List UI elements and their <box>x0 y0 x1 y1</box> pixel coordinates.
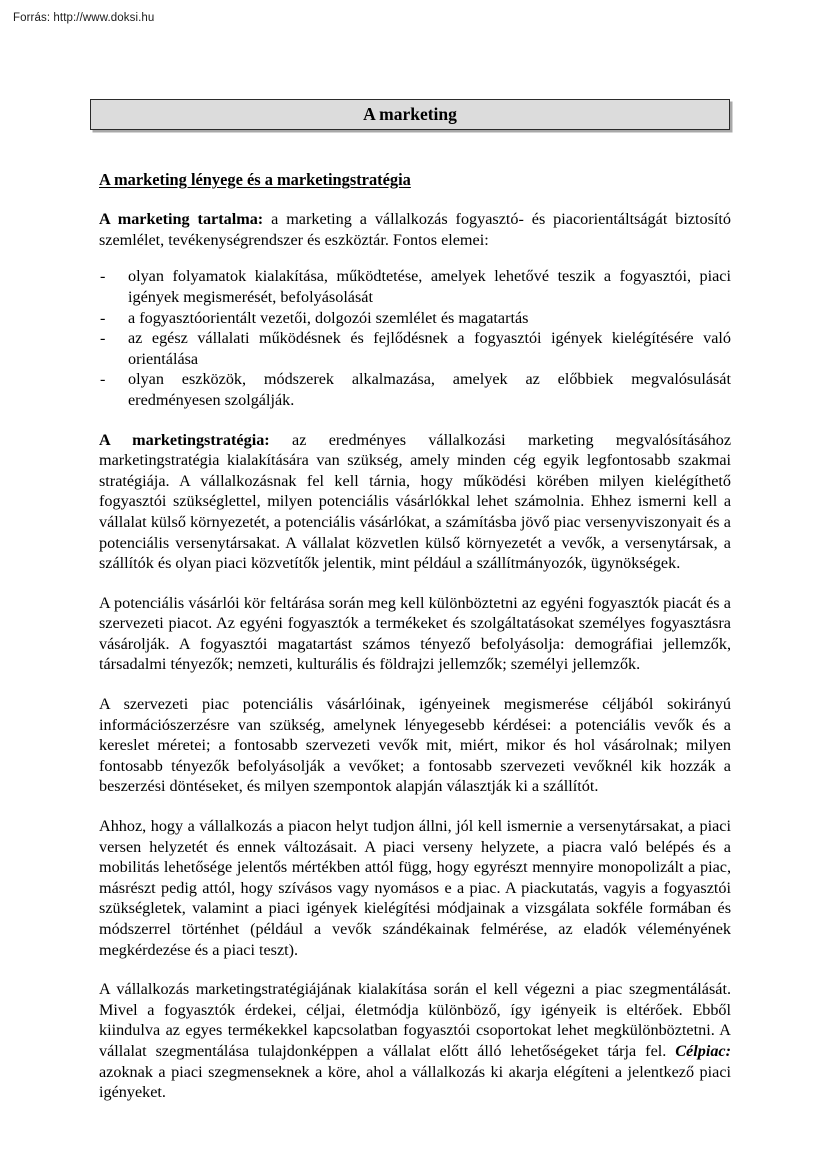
page-title: A marketing <box>363 104 457 124</box>
paragraph-lead-label: A marketingstratégia: <box>99 430 270 449</box>
title-box <box>90 99 730 130</box>
dash-bullet-icon: - <box>100 267 106 286</box>
list-item <box>99 308 731 329</box>
section-heading: A marketing lényege és a marketingstratégia <box>99 170 411 189</box>
document-content <box>99 99 731 1119</box>
marketing-elements-list <box>99 266 731 410</box>
source-url-header: Forrás: http://www.doksi.hu <box>13 12 155 24</box>
list-item-label: olyan eszközök, módszerek alkalmazása, amelyek az előbbiek megvalósulását eredményesen szolgálják. <box>128 370 731 409</box>
list-item-label: a fogyasztóorientált vezetői, dolgozói szemlélet és magatartás <box>128 308 529 327</box>
paragraph-marketing-content <box>99 209 731 250</box>
list-item-label: az egész vállalati működésnek és fejlődésnek a fogyasztói igények kielégítésére való orientálása <box>128 329 731 368</box>
list-item <box>99 266 731 307</box>
dash-bullet-icon: - <box>100 370 106 389</box>
target-market-emphasis: Célpiac: <box>675 1041 731 1060</box>
paragraph-segmentation <box>99 979 731 1103</box>
list-item-label: olyan folyamatok kialakítása, működtetése, amelyek lehetővé teszik a fogyasztói, piaci igények megismerését, befolyásolását <box>128 267 731 306</box>
paragraph-potential-buyers: A potenciális vásárlói kör feltárása során meg kell különböztetni az egyéni fogyasztók piacát és a szervezeti piacot. Az egyéni fogyasztók a termékeket és szolgáltatásokat személyes fogyasztásra vásárolják. A fogyasztói magatartást számos tényező befolyásolja: demográfiai jellemzők, társadalmi tényezők; nemzeti, kulturális és földrajzi jellemzők; személyi jellemzők. <box>99 593 731 674</box>
paragraph-organizational-market: A szervezeti piac potenciális vásárlóinak, igényeinek megismerése céljából sokirányú információszerzésre van szükség, amelynek lényegesebb kérdései: a potenciális vevők és a kereslet méretei; a fontosabb szervezeti vevők mit, miért, mikor és hol vásárolnak; milyen fontosabb tényezők befolyásolják a vevőket; a fontosabb szervezeti vevőknél kik hozzák a beszerzési döntéseket, és milyen szempontok alapján választják ki a szállítót. <box>99 695 731 796</box>
paragraph-marketing-strategy <box>99 430 731 574</box>
paragraph-body-text: a marketing a vállalkozás fogyasztó- és piacorientáltságát biztosító szemlélet, tevékenységrendszer és eszköztár. Fontos elemei: <box>99 210 732 249</box>
paragraph-competition: Ahhoz, hogy a vállalkozás a piacon helyt tudjon állni, jól kell ismernie a versenytársakat, a piaci versen helyzetét és ennek változásait. A piaci verseny helyzete, a piacra való belépés és a mobilitás lehetősége jelentős mértékben attól függ, hogy egyrészt mennyire monopolizált a piac, másrészt pedig attól, hogy szívásos vagy nyomásos e a piac. A piackutatás, vagyis a fogyasztói szükségletek, valamint a piaci igények kielégítési módjainak a vizsgálata sokféle formában és módszerrel történhet (például a vevők szándékainak felmérése, az eladók véleményének megkérdezése és a piaci teszt). <box>99 817 731 959</box>
dash-bullet-icon: - <box>100 308 106 327</box>
section-heading-wrapper <box>99 130 731 190</box>
paragraph-lead-label: A marketing tartalma: <box>99 210 264 228</box>
paragraph-tail-text: azoknak a piaci szegmenseknek a köre, ahol a vállalkozás ki akarja elégíteni a jelentkező piaci igényeket. <box>99 1062 731 1102</box>
list-item <box>99 369 731 410</box>
paragraph-body-text: A vállalkozás marketingstratégiájának kialakítása során el kell végezni a piac szegmentálását. Mivel a fogyasztók érdekei, céljai, életmódja különböző, így igényeik is eltérőek. Ebből kiindulva az egyes termékekkel kapcsolatban fogyasztói csoportokat lehet megkülönböztetni. A vállalat szegmentálása tulajdonképpen a vállalat előtt álló lehetőségeket tárja fel. <box>99 980 731 1060</box>
dash-bullet-icon: - <box>100 329 106 348</box>
list-item <box>99 328 731 369</box>
paragraph-body-text: az eredményes vállalkozási marketing megvalósításához marketingstratégia kialakítására van szükség, amely minden cég egyik legfontosabb szakmai stratégiája. A vállalkozásnak fel kell tárnia, hogy működési körében milyen kielégíthető fogyasztói szükséglettel, milyen potenciális vásárlókkal lehet számolnia. Ehhez ismerni kell a vállalat külső környezetét, a potenciális vásárlókat, a számításba jövő piac versenyviszonyait és a potenciális versenytársakat. A vállalat közvetlen külső környezetét a vevők, a versenytársak, a szállítók és olyan piaci közvetítők jelentik, mint például a szállítmányozók, ügynökségek. <box>99 430 731 573</box>
